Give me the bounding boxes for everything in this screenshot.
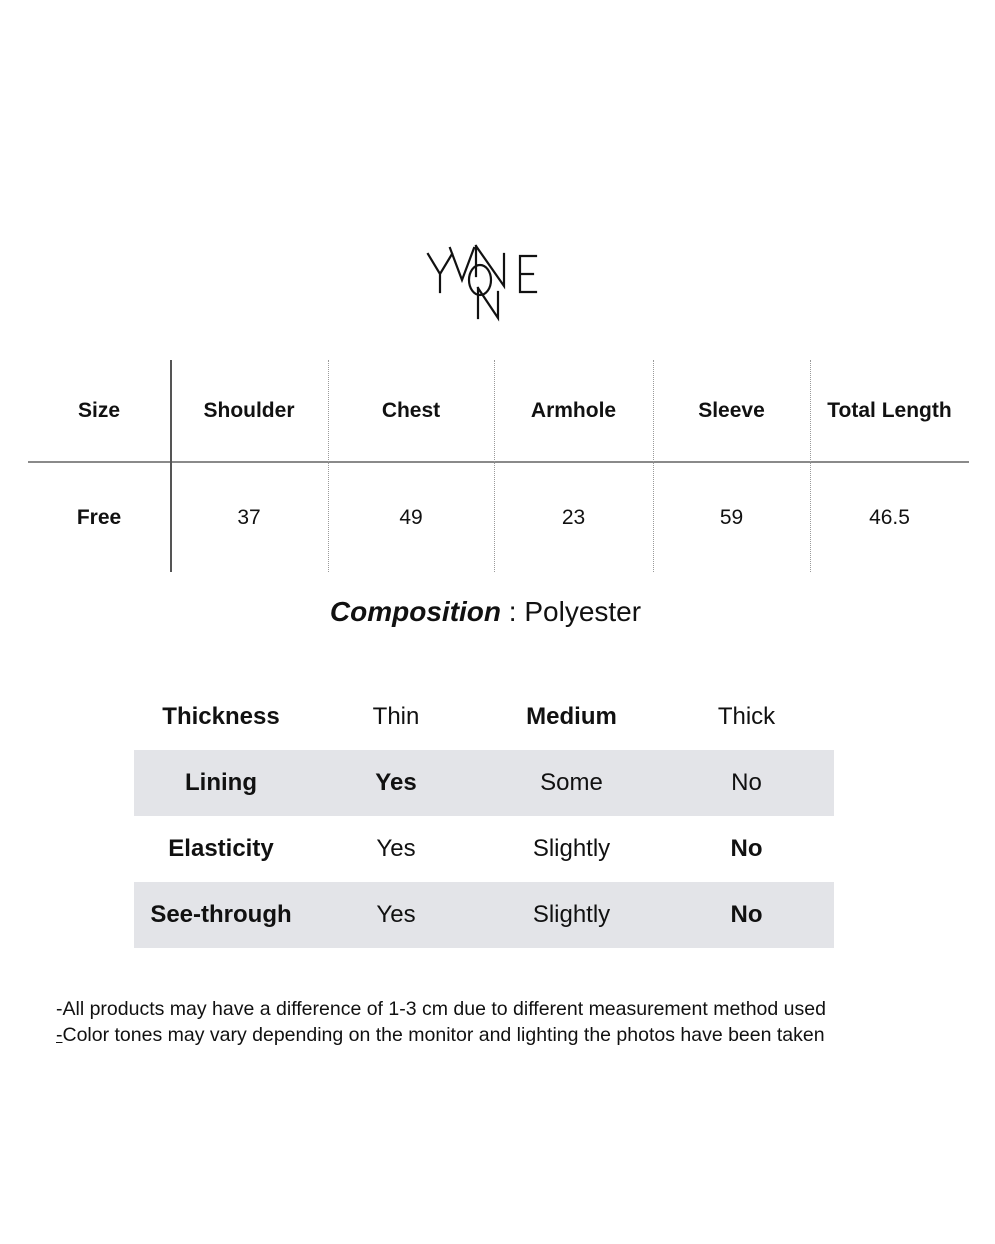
fabric-option-selected: No <box>730 835 763 862</box>
fabric-row-elasticity <box>134 816 834 882</box>
disclaimer-notes <box>56 996 956 1048</box>
fabric-option: Yes <box>376 901 416 928</box>
cell-total-length: 46.5 <box>869 505 910 529</box>
cell-chest: 49 <box>399 505 423 529</box>
column-divider <box>494 360 495 572</box>
fabric-row-see-through <box>134 882 834 948</box>
header-armhole: Armhole <box>530 399 617 422</box>
fabric-option: Thick <box>717 703 776 730</box>
fabric-option: No <box>731 769 762 796</box>
fabric-row-thickness <box>134 684 834 750</box>
fabric-option-selected: Yes <box>375 769 417 796</box>
header-size: Size <box>77 399 121 422</box>
column-divider <box>328 360 329 572</box>
header-sleeve: Sleeve <box>698 399 765 422</box>
fabric-label: Elasticity <box>168 835 274 862</box>
note-measurement: -All products may have a difference of 1-3 cm due to different measurement method used <box>56 998 826 1020</box>
column-divider <box>653 360 654 572</box>
header-chest: Chest <box>381 399 441 422</box>
cell-sleeve: 59 <box>719 505 744 529</box>
composition-label: Composition <box>329 596 502 627</box>
yvonne-logo-icon <box>420 240 550 324</box>
fabric-label: Lining <box>185 769 257 796</box>
header-shoulder: Shoulder <box>203 399 295 422</box>
fabric-option: Some <box>540 769 603 796</box>
fabric-table <box>134 684 834 948</box>
yvonne-logo <box>420 240 550 324</box>
note-dash: - <box>56 1024 63 1046</box>
cell-armhole: 23 <box>561 505 586 529</box>
size-table <box>28 360 969 572</box>
fabric-label: Thickness <box>162 703 280 730</box>
fabric-row-lining <box>134 750 834 816</box>
composition-line <box>0 596 971 628</box>
cell-shoulder: 37 <box>237 505 261 529</box>
fabric-option: Slightly <box>532 835 611 862</box>
note-color-text: Color tones may vary depending on the monitor and lighting the photos have been taken <box>62 1024 825 1046</box>
fabric-option: Thin <box>372 703 420 730</box>
column-divider <box>170 360 172 572</box>
composition-separator: : <box>501 596 525 627</box>
fabric-option: Slightly <box>532 901 611 928</box>
header-total-length: Total Length <box>827 399 952 422</box>
column-divider <box>810 360 811 572</box>
note-color <box>56 1022 956 1048</box>
composition-value: Polyester <box>524 596 642 627</box>
fabric-label: See-through <box>150 901 292 928</box>
cell-size: Free <box>76 505 122 529</box>
fabric-option: Yes <box>376 835 416 862</box>
fabric-option-selected: No <box>730 901 763 928</box>
fabric-option-selected: Medium <box>526 703 617 730</box>
